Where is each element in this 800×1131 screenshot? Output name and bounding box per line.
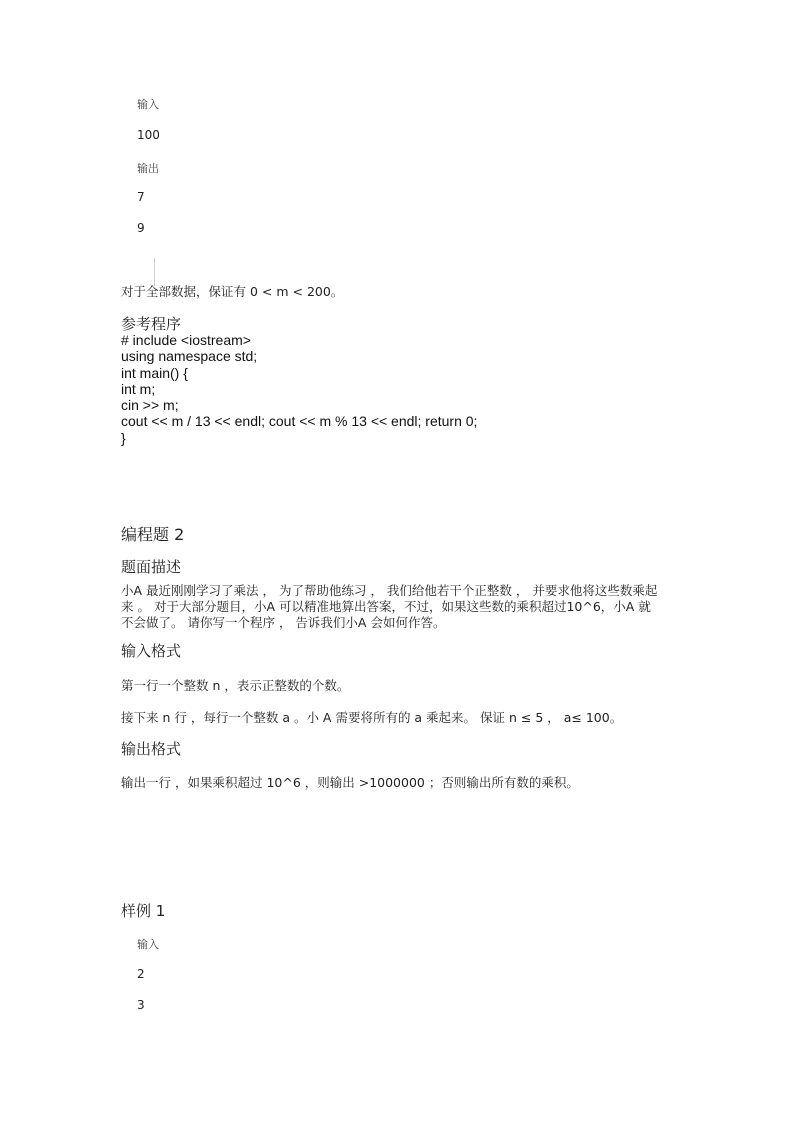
code-line: int m; — [121, 380, 156, 397]
sample-output-label: 输出 — [137, 162, 159, 175]
description-line: 不会做了。 请你写一个程序 ， 告诉我们小A 会如何作答。 — [121, 615, 446, 630]
sample-input-value: 3 — [137, 998, 145, 1012]
code-line: # include <iostream> — [121, 332, 251, 348]
sample-heading: 样例 1 — [121, 902, 166, 920]
sample-input-label: 输入 — [137, 938, 159, 951]
constraint-text: 对于全部数据，保证有 0 < m < 200。 — [121, 284, 344, 299]
input-format-line: 接下来 n 行 ，每行一个整数 a 。小 A 需要将所有的 a 乘起来。 保证 n ≤ 5 ， a≤ 100。 — [121, 710, 623, 725]
description-line: 小A 最近刚刚学习了乘法 ， 为了帮助他练习 ， 我们给他若干个正整数 ， 并要求他将这些数乘起 — [121, 583, 658, 598]
reference-heading: 参考程序 — [121, 315, 182, 333]
code-line: int main() { — [121, 364, 188, 381]
output-format-heading: 输出格式 — [121, 740, 182, 758]
input-format-line: 第一行一个整数 n ，表示正整数的个数。 — [121, 678, 350, 693]
sample-input-label: 输入 — [137, 98, 159, 111]
code-line: cout << m / 13 << endl; cout << m % 13 << endl; return 0; — [121, 413, 478, 430]
description-line: 来 。 对于大部分题目，小A 可以精准地算出答案，不过，如果这些数的乘积超过10^6，小A 就 — [121, 599, 651, 614]
code-line: } — [121, 429, 126, 446]
description-heading: 题面描述 — [121, 558, 182, 576]
sample-input-value: 2 — [137, 967, 145, 981]
sample-input-value: 100 — [137, 128, 160, 142]
problem-title: 编程题 2 — [121, 525, 185, 544]
sample-output-value: 9 — [137, 221, 145, 235]
code-line: using namespace std; — [121, 348, 258, 365]
code-block — [121, 332, 477, 446]
input-format-heading: 输入格式 — [121, 642, 182, 660]
sample-output-value: 7 — [137, 190, 145, 204]
code-line: cin >> m; — [121, 397, 179, 414]
output-format-line: 输出一行 ，如果乘积超过 10^6 ，则输出 >1000000 ；否则输出所有数的乘积。 — [121, 775, 579, 790]
description-text — [121, 583, 657, 631]
